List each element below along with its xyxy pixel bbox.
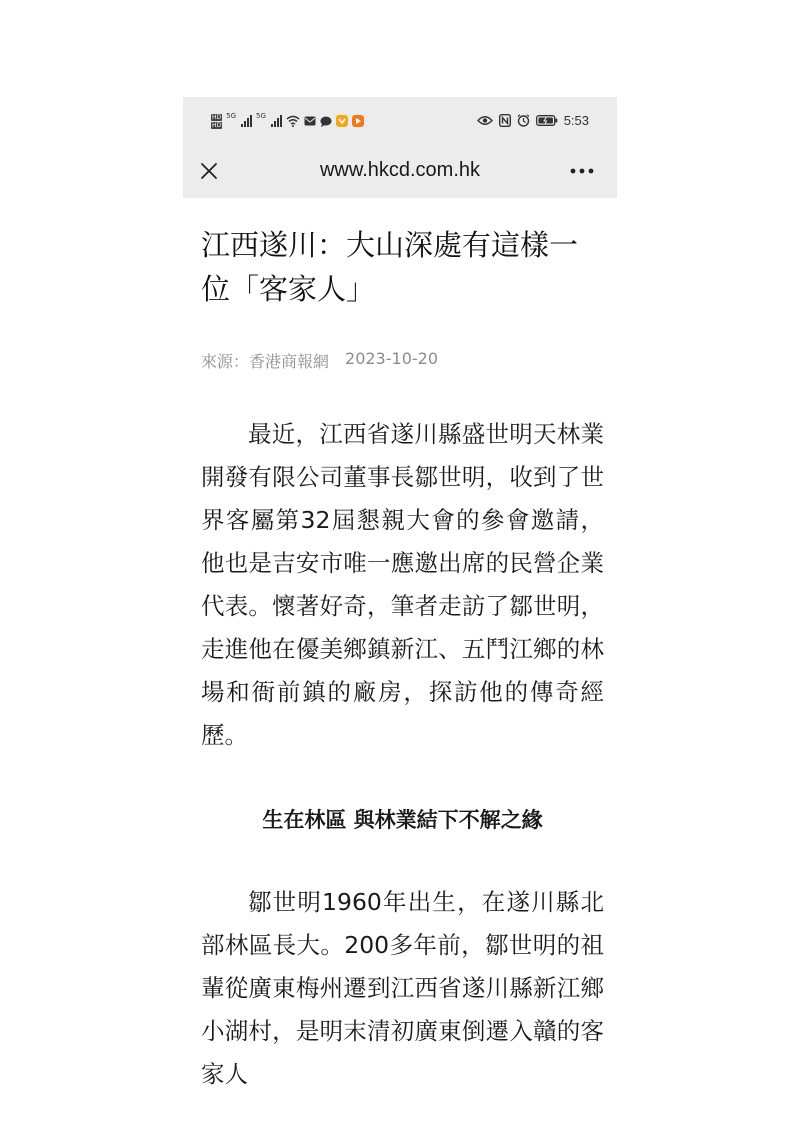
- phone-screen: [183, 97, 617, 1088]
- battery-icon: [536, 115, 558, 126]
- status-left: [211, 112, 364, 130]
- signal-icon: [241, 115, 252, 127]
- article-paragraph: 鄒世明1960年出生，在遂川縣北部林區長大。200多年前，鄒世明的祖輩從廣東梅州遷到江西省遂川縣新江鄉小湖村，是明末清初廣東倒遷入贛的客家人: [201, 888, 604, 1088]
- more-icon: [570, 168, 594, 174]
- network-type-label: 5G: [226, 112, 237, 120]
- hd-badge: HD: [212, 121, 222, 129]
- eye-icon: [477, 115, 493, 126]
- page-url: www.hkcd.com.hk: [319, 159, 481, 181]
- signal-icon: [271, 115, 282, 127]
- status-right: [477, 110, 589, 130]
- article-paragraph: 最近，江西省遂川縣盛世明天林業開發有限公司董事長鄒世明，收到了世界客屬第32屆懇親大會的參會邀請，他也是吉安市唯一應邀出席的民營企業代表。懷著好奇，筆者走訪了鄒世明，走進他在優美鄉鎮新江、五鬥江鄉的林場和衙前鎮的廠房，探訪他的傳奇經歷。: [201, 420, 604, 749]
- network-type-label: 5G: [256, 112, 266, 120]
- article-date: 2023-10-20: [345, 349, 438, 368]
- alarm-icon: [517, 114, 530, 127]
- article-subheading: 生在林區 與林業結下不解之緣: [262, 808, 543, 832]
- sim-badges: [211, 114, 222, 129]
- browser-toolbar: [183, 145, 617, 198]
- status-time: 5:53: [563, 112, 589, 128]
- article-content: [201, 198, 604, 1096]
- hd-badge: HD: [212, 113, 222, 121]
- mail-icon: [304, 116, 316, 126]
- chat-icon: [320, 116, 332, 127]
- nfc-icon: [499, 114, 511, 127]
- article-source: 來源：香港商報網: [201, 352, 330, 371]
- status-bar: [183, 97, 617, 145]
- wifi-icon: [286, 115, 300, 127]
- article-meta: [201, 349, 604, 372]
- video-app-icon: [352, 115, 364, 127]
- app-notification-icon: [336, 115, 348, 127]
- article-title: 江西遂川：大山深處有這樣一位「客家人」: [201, 228, 579, 306]
- more-options-button[interactable]: [567, 159, 597, 183]
